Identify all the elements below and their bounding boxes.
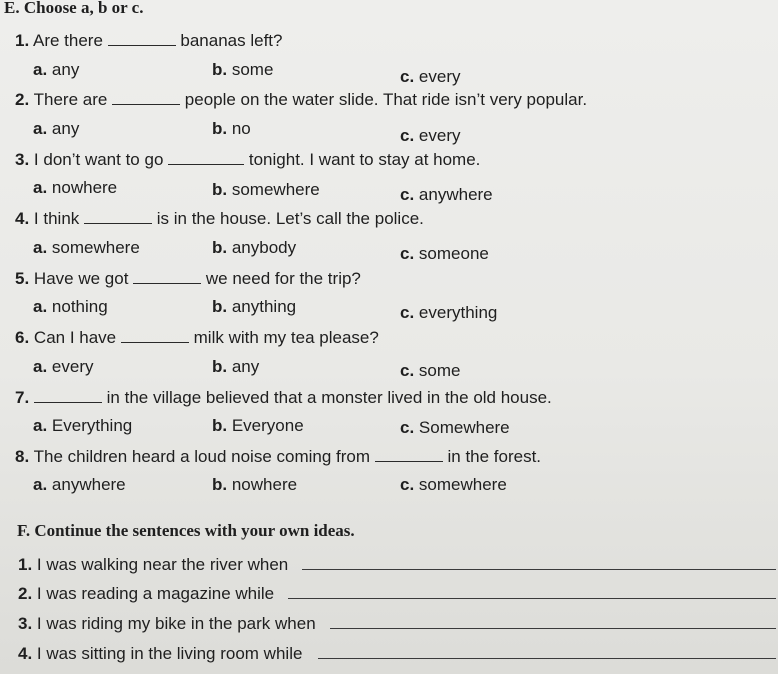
continue-item-2: 2. I was reading a magazine while <box>18 584 275 603</box>
question-6: 6. Can I have milk with my tea please? <box>15 328 379 347</box>
question-2: 2. There are people on the water slide. That ride isn’t very popular. <box>15 90 588 109</box>
continue-item-3: 3. I was riding my bike in the park when <box>18 614 316 633</box>
option-b[interactable]: b. any <box>212 357 260 376</box>
answer-blank[interactable] <box>121 328 189 343</box>
question-text-before: Are there <box>32 31 103 50</box>
option-c[interactable]: c. every <box>400 67 461 86</box>
option-c[interactable]: c. some <box>400 361 461 380</box>
section-f-title: F. Continue the sentences with your own ideas. <box>17 521 355 540</box>
question-1 <box>15 31 282 51</box>
option-c[interactable]: c. everything <box>400 303 498 322</box>
option-a[interactable]: a. Everything <box>33 416 133 435</box>
question-3: 3. I don’t want to go tonight. I want to stay at home. <box>15 150 481 169</box>
option-a[interactable]: a. nowhere <box>33 178 118 197</box>
option-b[interactable]: b. anybody <box>212 238 297 257</box>
section-e-title: E. Choose a, b or c. <box>4 0 144 17</box>
question-5: 5. Have we got we need for the trip? <box>15 269 361 288</box>
option-a[interactable]: a. somewhere <box>33 238 140 257</box>
answer-line[interactable] <box>318 658 776 659</box>
option-b[interactable]: b. somewhere <box>212 180 320 199</box>
option-a[interactable]: a. nothing <box>33 297 108 316</box>
answer-line[interactable] <box>302 569 776 570</box>
continue-item-4: 4. I was sitting in the living room while <box>18 644 303 663</box>
answer-blank[interactable] <box>34 388 102 403</box>
answer-blank[interactable] <box>112 90 180 105</box>
option-c[interactable]: c. someone <box>400 244 489 263</box>
answer-blank[interactable] <box>168 150 244 165</box>
option-b[interactable]: b. anything <box>212 297 297 316</box>
option-b[interactable]: b. Everyone <box>212 416 304 435</box>
question-4: 4. I think is in the house. Let’s call the police. <box>15 209 424 228</box>
option-a[interactable]: a. anywhere <box>33 475 126 494</box>
option-a[interactable]: a. any <box>33 60 80 79</box>
answer-blank[interactable] <box>133 269 201 284</box>
question-text-after: bananas left? <box>180 31 283 50</box>
option-a[interactable]: a. any <box>33 119 80 138</box>
question-8: 8. The children heard a loud noise coming from in the forest. <box>15 447 542 466</box>
answer-blank[interactable] <box>84 209 152 224</box>
answer-line[interactable] <box>288 598 776 599</box>
option-c[interactable]: c. Somewhere <box>400 418 510 437</box>
answer-line[interactable] <box>330 628 776 629</box>
option-c[interactable]: c. anywhere <box>400 185 493 204</box>
question-number: 1. <box>15 31 30 50</box>
option-b[interactable]: b. nowhere <box>212 475 298 494</box>
answer-blank[interactable] <box>375 447 443 462</box>
option-c[interactable]: c. somewhere <box>400 475 507 494</box>
continue-item-1: 1. I was walking near the river when <box>18 555 289 574</box>
option-b[interactable]: b. some <box>212 60 274 79</box>
question-7: 7. in the village believed that a monster lived in the old house. <box>15 388 552 407</box>
option-c[interactable]: c. every <box>400 126 461 145</box>
answer-blank[interactable] <box>108 31 176 46</box>
option-b[interactable]: b. no <box>212 119 251 138</box>
option-a[interactable]: a. every <box>33 357 94 376</box>
